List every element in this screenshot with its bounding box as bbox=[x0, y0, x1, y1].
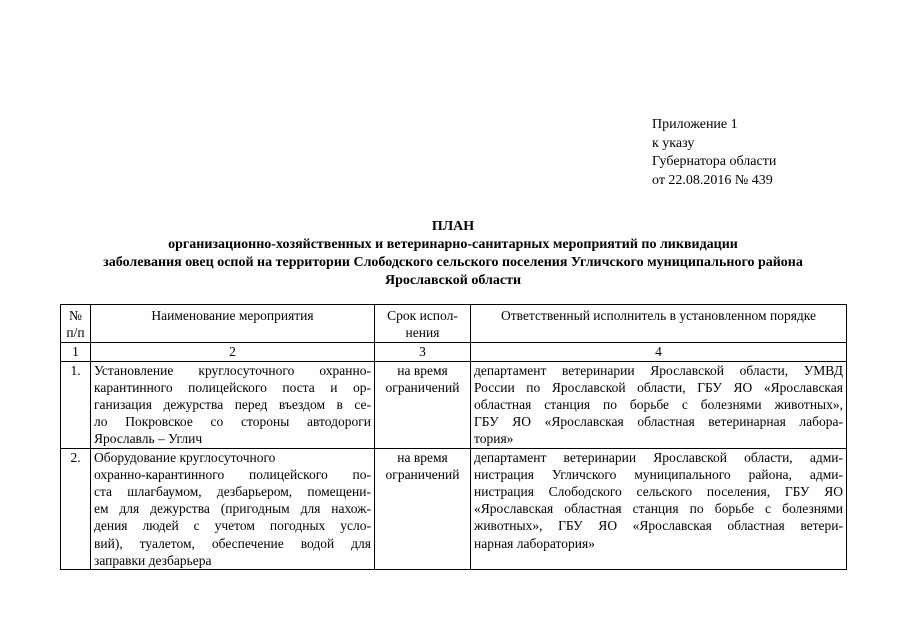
row-num: 2. bbox=[61, 448, 91, 569]
row-term-line: на время bbox=[397, 449, 448, 465]
header-num-line: п/п bbox=[66, 325, 85, 341]
row-name-line: ем для дежурства (пригодным для нахож- bbox=[94, 501, 371, 517]
row-term bbox=[375, 448, 471, 569]
document-title bbox=[60, 218, 846, 290]
appendix-block bbox=[652, 116, 776, 190]
row-name bbox=[91, 361, 375, 448]
row-responsible bbox=[471, 361, 847, 448]
row-term-line: на время bbox=[397, 362, 448, 378]
column-number: 1 bbox=[61, 343, 91, 361]
row-responsible-line: ГБУ ЯО «Ярославская областная ветеринарная лабора- bbox=[474, 414, 843, 430]
row-responsible-line: «Ярославская областная станция по борьбе с болезнями bbox=[474, 501, 843, 517]
row-name-line: заправки дезбарьера bbox=[94, 552, 212, 568]
row-name-line: вий), туалетом, обеспечение водой для bbox=[94, 535, 371, 551]
header-num bbox=[61, 305, 91, 343]
row-name-line: ло Покровское со стороны автодороги bbox=[94, 414, 371, 430]
appendix-date-line: от 22.08.2016 № 439 bbox=[652, 172, 773, 188]
row-responsible-line: России по Ярославской области, ГБУ ЯО «Ярославская bbox=[474, 379, 843, 395]
column-number: 3 bbox=[375, 343, 471, 361]
appendix-line: к указу bbox=[652, 135, 695, 151]
table-row bbox=[61, 361, 847, 448]
table-row bbox=[61, 448, 847, 569]
row-responsible-line: департамент ветеринарии Ярославской области, адми- bbox=[474, 449, 843, 465]
appendix-line: Приложение 1 bbox=[652, 117, 738, 132]
header-responsible: Ответственный исполнитель в установленном порядке bbox=[471, 305, 847, 343]
row-name-line: ганизация дежурства перед въездом в се- bbox=[94, 397, 371, 413]
table-header-row bbox=[61, 305, 847, 343]
row-name-line: охранно-карантинного полицейского по- bbox=[94, 466, 371, 482]
title-heading: ПЛАН bbox=[431, 219, 475, 234]
row-name-line: ста шлагбаумом, дезбарьером, помещени- bbox=[94, 484, 371, 500]
row-name-line: дения людей с учетом погодных усло- bbox=[94, 518, 371, 534]
column-number: 2 bbox=[91, 343, 375, 361]
appendix-line: Губернатора области bbox=[652, 154, 777, 169]
row-responsible-line: департамент ветеринарии Ярославской области, УМВД bbox=[474, 362, 843, 378]
header-term-line: нения bbox=[405, 325, 440, 341]
row-responsible-line: нарная лаборатория» bbox=[474, 535, 595, 551]
column-number-row bbox=[61, 343, 847, 361]
row-num: 1. bbox=[61, 361, 91, 448]
title-subtitle-line: Ярославской области bbox=[384, 273, 522, 288]
row-name bbox=[91, 448, 375, 569]
row-responsible-line: нистрация Угличского муниципального района, адми- bbox=[474, 466, 843, 482]
row-responsible-line: тория» bbox=[474, 431, 514, 447]
header-num-line: № bbox=[69, 308, 82, 323]
header-name: Наименование мероприятия bbox=[91, 305, 375, 343]
row-term-line: ограничений bbox=[385, 379, 460, 395]
plan-table bbox=[60, 304, 847, 570]
row-responsible bbox=[471, 448, 847, 569]
row-name-line: Оборудование круглосуточного bbox=[94, 449, 276, 465]
row-responsible-line: нистрация Слободского сельского поселения, ГБУ ЯО bbox=[474, 484, 843, 500]
row-term bbox=[375, 361, 471, 448]
column-number: 4 bbox=[471, 343, 847, 361]
row-term-line: ограничений bbox=[385, 466, 460, 482]
row-responsible-line: животных», ГБУ ЯО «Ярославская областная ветери- bbox=[474, 518, 843, 534]
row-name-line: Ярославль – Углич bbox=[94, 431, 203, 447]
title-subtitle-line: организационно-хозяйственных и ветеринарно-санитарных мероприятий по ликвидации bbox=[168, 237, 738, 252]
row-name-line: карантинного полицейского поста и ор- bbox=[94, 379, 371, 395]
row-responsible-line: областная станция по борьбе с болезнями животных», bbox=[474, 397, 843, 413]
header-term bbox=[375, 305, 471, 343]
row-name-line: Установление круглосуточного охранно- bbox=[94, 362, 371, 378]
header-term-line: Срок испол- bbox=[387, 308, 458, 323]
title-subtitle-line: заболевания овец оспой на территории Слободского сельского поселения Угличского муниципального района bbox=[103, 255, 803, 270]
